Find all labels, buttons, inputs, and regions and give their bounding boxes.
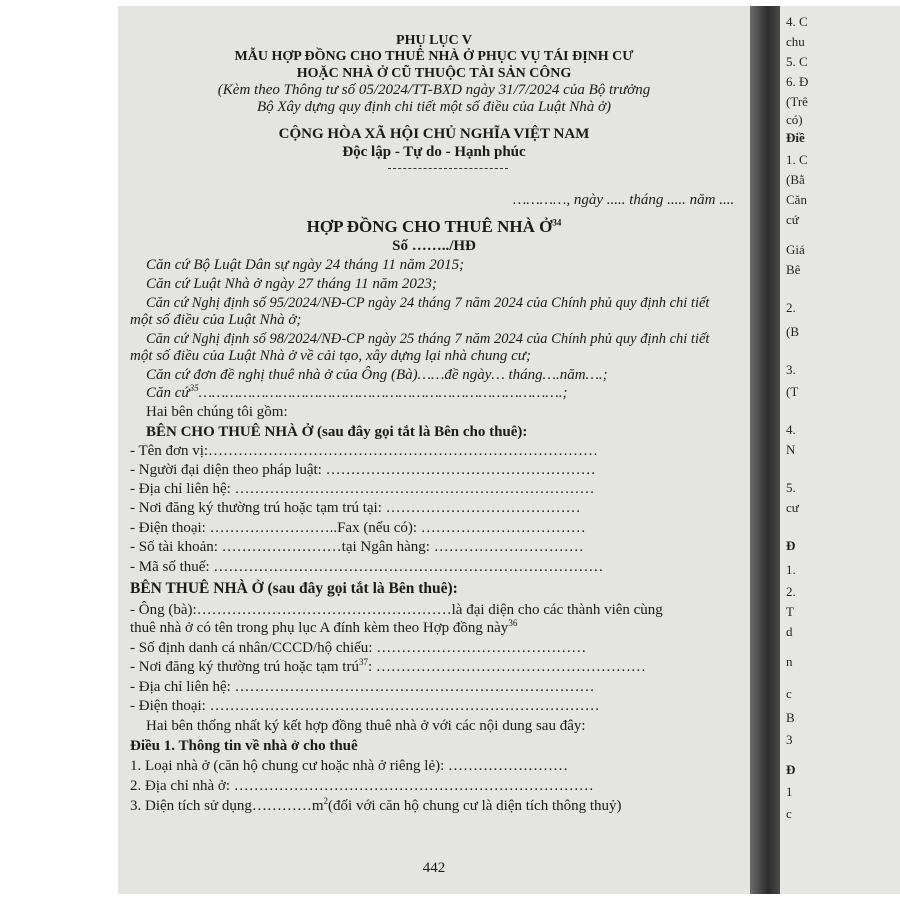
basis-line: Căn cứ Luật Nhà ở ngày 27 tháng 11 năm 2023;: [146, 276, 437, 292]
facing-text-fragment: n: [786, 654, 793, 669]
facing-text-fragment: d: [786, 624, 793, 639]
facing-text-fragment: 4.: [786, 422, 796, 437]
facing-text-fragment: 3.: [786, 362, 796, 377]
residence-footnote: 37: [358, 657, 368, 667]
form-heading-line2: HOẶC NHÀ Ở CŨ THUỘC TÀI SẢN CÔNG: [296, 66, 572, 81]
book-page: [118, 6, 750, 894]
lessor-field: - Điện thoại: ……………………..Fax (nếu có): ……………………………: [130, 520, 586, 536]
date-line: …………, ngày ..... tháng ..... năm ....: [513, 192, 735, 208]
basis-footnote: 35: [189, 383, 199, 393]
article1-item-area: 3. Diện tích sử $dụng\dots\dots\dots\dots m^2(đối$ với căn hộ chung cư là diện tích thông thuỷ): [130, 796, 622, 814]
facing-text-fragment: 2.: [786, 584, 796, 599]
facing-text-fragment: 5. C: [786, 54, 808, 69]
facing-text-fragment: Đ: [786, 762, 796, 777]
facing-text-fragment: N: [786, 442, 796, 457]
facing-text-fragment: Điề: [786, 130, 805, 145]
article1-item: 2. Địa chỉ nhà ở: ………………………………………………………………: [130, 778, 594, 794]
lessee-residence-field: - Nơi đăng ký thường trú hoặc tạm trú$^{37}$: ………………………………………………: [130, 657, 646, 675]
lessee-phone-field: - Điện thoại: ……………………………………………………………………: [130, 698, 600, 714]
basis-line: một số điều của Luật Nhà ở;: [130, 312, 302, 328]
lessee-footnote: 36: [508, 618, 518, 628]
facing-text-fragment: Bê: [786, 262, 801, 277]
lessee-representative-cont: thuê nhà ở có tên trong phụ lục A đính kèm theo Hợp đồng này$^{36}$: [130, 618, 518, 636]
facing-text-fragment: 2.: [786, 300, 796, 315]
facing-text-fragment: (Bằ: [786, 172, 805, 187]
article1-item: 1. Loại nhà ở (căn hộ chung cư hoặc nhà ở riêng lẻ): ……………………: [130, 758, 569, 774]
parties-intro: Hai bên chúng tôi gồm:: [146, 404, 288, 420]
facing-text-fragment: cứ: [786, 212, 799, 227]
legal-note-line2: Bộ Xây dựng quy định chi tiết một số điều của Luật Nhà ở): [256, 99, 612, 115]
article1-heading: Điều 1. Thông tin về nhà ở cho thuê: [130, 738, 358, 754]
lessor-field: - Số tài khoản: ……………………tại Ngân hàng: …………………………: [130, 539, 584, 555]
facing-text-fragment: 3: [786, 732, 793, 747]
basis-line: Căn cứ đơn đề nghị thuê nhà ở của Ông (Bà)……đề ngày… tháng….năm….;: [146, 367, 608, 383]
basis-line: Căn cứ Nghị định số 95/2024/NĐ-CP ngày 24 tháng 7 năm 2024 của Chính phủ quy định chi tiết: [146, 295, 710, 311]
motto-divider: [388, 168, 508, 170]
facing-text-fragment: có): [786, 112, 803, 127]
legal-note-line1: (Kèm theo Thông tư số 05/2024/TT-BXD ngày 31/7/2024 của Bộ trưởng: [217, 82, 651, 98]
facing-text-fragment: Căn: [786, 192, 807, 207]
basis-line: một số điều của Luật Nhà ở về cải tạo, xây dựng lại nhà chung cư;: [130, 348, 531, 364]
facing-text-fragment: 1.: [786, 562, 796, 577]
facing-text-fragment: 4. C: [786, 14, 808, 29]
title-footnote: 34: [552, 217, 562, 228]
facing-text-fragment: 6. Đ: [786, 74, 809, 89]
facing-page-edge: [780, 6, 900, 894]
facing-text-fragment: B: [786, 710, 795, 725]
page-number: 442: [422, 860, 446, 876]
facing-text-fragment: chu: [786, 34, 805, 49]
book-gutter-shadow: [750, 6, 780, 894]
lessee-heading: BÊN THUÊ NHÀ Ở (sau đây gọi tắt là Bên thuê):: [130, 580, 458, 597]
lessor-heading: BÊN CHO THUÊ NHÀ Ở (sau đây gọi tắt là Bên cho thuê):: [146, 424, 528, 440]
basis-line-last: Căn cứ$^{35}$……………………………………………………………………….;: [146, 383, 568, 401]
republic-name: CỘNG HÒA XÃ HỘI CHỦ NGHĨA VIỆT NAM: [278, 126, 590, 142]
facing-text-fragment: c: [786, 806, 792, 821]
facing-text-fragment: T: [786, 604, 794, 619]
national-motto: Độc lập - Tự do - Hạnh phúc: [342, 144, 526, 160]
lessee-representative: - Ông (bà):……………………………………………là đại diện cho các thành viên cùng: [130, 602, 663, 618]
facing-text-fragment: 1. C: [786, 152, 808, 167]
basis-line: Căn cứ Nghị định số 98/2024/NĐ-CP ngày 25 tháng 7 năm 2024 của Chính phủ quy định chi tiết: [146, 331, 710, 347]
form-heading-line1: MẪU HỢP ĐỒNG CHO THUÊ NHÀ Ở PHỤC VỤ TÁI ĐỊNH CƯ: [234, 49, 634, 64]
facing-text-fragment: Giá: [786, 242, 805, 257]
facing-text-fragment: 1: [786, 784, 793, 799]
facing-text-fragment: (Trê: [786, 94, 808, 109]
facing-text-fragment: c: [786, 686, 792, 701]
lessee-id-field: - Số định danh cá nhân/CCCD/hộ chiếu: ……………………………………: [130, 640, 587, 656]
facing-text-fragment: 5.: [786, 480, 796, 495]
appendix-label: PHỤ LỤC V: [396, 33, 472, 48]
lessee-address-field: - Địa chỉ liên hệ: ………………………………………………………………: [130, 679, 595, 695]
facing-text-fragment: (T: [786, 384, 799, 399]
facing-text-fragment: (B: [786, 324, 799, 339]
lessor-field: - Người đại diện theo pháp luật: ………………………………………………: [130, 462, 596, 478]
agreement-statement: Hai bên thống nhất ký kết hợp đồng thuê nhà ở với các nội dung sau đây:: [146, 718, 586, 734]
facing-text-fragment: cư: [786, 500, 799, 515]
lessor-field: - Mã số thuế: ……………………………………………………………………: [130, 559, 604, 575]
facing-text-fragment: Đ: [786, 538, 796, 553]
contract-title: HỢP ĐỒNG CHO THUÊ NHÀ Ở$^{34}$: [306, 217, 562, 236]
lessor-field: - Tên đơn vị:……………………………………………………………………: [130, 443, 599, 459]
basis-line: Căn cứ Bộ Luật Dân sự ngày 24 tháng 11 năm 2015;: [146, 257, 465, 273]
contract-number: Số ……../HĐ: [392, 238, 476, 254]
lessor-field: - Nơi đăng ký thường trú hoặc tạm trú tại: …………………………………: [130, 500, 581, 516]
lessor-field: - Địa chỉ liên hệ: ………………………………………………………………: [130, 481, 595, 497]
